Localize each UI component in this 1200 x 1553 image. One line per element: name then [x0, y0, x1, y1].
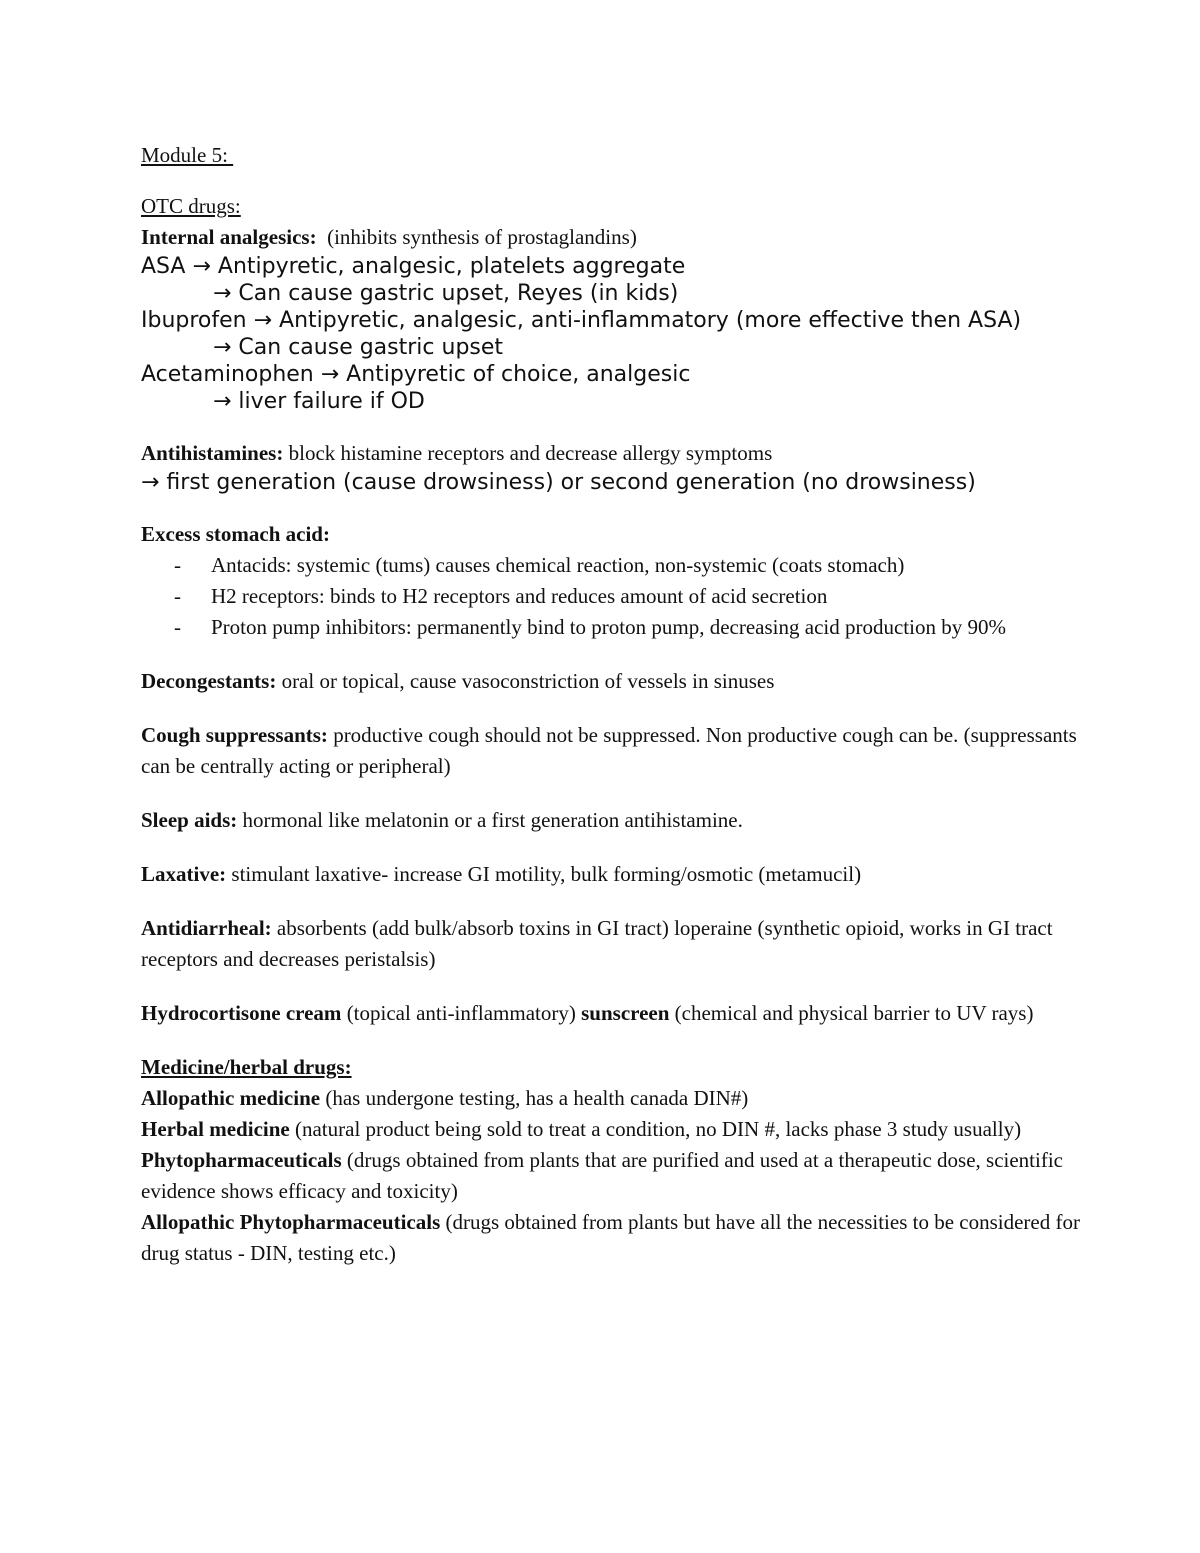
cough-suppressants-line	[141, 720, 1081, 782]
cough-suppressants-label: Cough suppressants:	[141, 723, 328, 747]
hydrocortisone-line	[141, 998, 1081, 1029]
antihistamines-text: block histamine receptors and decrease allergy symptoms	[283, 441, 773, 465]
list-item-text: Antacids: systemic (tums) causes chemical reaction, non-systemic (coats stomach)	[211, 553, 905, 577]
herbal-medicine-line	[141, 1114, 1081, 1145]
phytopharmaceuticals-text: (drugs obtained from plants that are purified and used at a therapeutic dose, scientific evidence shows efficacy and toxicity)	[141, 1148, 1069, 1203]
asa-side-effect-line: → Can cause gastric upset, Reyes (in kids)	[213, 281, 679, 306]
acetaminophen-line: Acetaminophen → Antipyretic of choice, analgesic	[141, 362, 691, 387]
ibuprofen-line: Ibuprofen → Antipyretic, analgesic, anti-inflammatory (more effective then ASA)	[141, 308, 1022, 333]
antidiarrheal-line	[141, 913, 1081, 975]
decongestants-line	[141, 666, 1081, 697]
phytopharmaceuticals-line	[141, 1145, 1081, 1207]
decongestants-label: Decongestants:	[141, 669, 277, 693]
sleep-aids-text: hormonal like melatonin or a first generation antihistamine.	[237, 808, 743, 832]
herbal-heading: Medicine/herbal drugs:	[141, 1055, 352, 1079]
sleep-aids-label: Sleep aids:	[141, 808, 238, 832]
antidiarrheal-text: absorbents (add bulk/absorb toxins in GI tract) loperaine (synthetic opioid, works in GI tract receptors and decreases peristalsis)	[141, 916, 1058, 971]
phytopharmaceuticals-label: Phytopharmaceuticals	[141, 1148, 342, 1172]
list-item	[141, 612, 1081, 643]
antidiarrheal-label: Antidiarrheal:	[141, 916, 272, 940]
list-item	[141, 550, 1081, 581]
ibuprofen-side-effect-line: → Can cause gastric upset	[213, 335, 504, 360]
module-title: Module 5:	[141, 143, 234, 167]
hydrocortisone-label: Hydrocortisone cream	[141, 1001, 342, 1025]
document-page	[141, 140, 1086, 1269]
dash-bullet: -	[174, 553, 181, 577]
laxative-text: stimulant laxative- increase GI motility, bulk forming/osmotic (metamucil)	[226, 862, 862, 886]
list-item	[141, 581, 1081, 612]
internal-analgesics-label: Internal analgesics:	[141, 225, 317, 249]
dash-bullet: -	[174, 615, 181, 639]
antihistamines-note: → first generation (cause drowsiness) or second generation (no drowsiness)	[141, 470, 976, 495]
allopathic-medicine-line	[141, 1083, 1081, 1114]
acetaminophen-side-effect-line: → liver failure if OD	[213, 389, 425, 414]
dash-bullet: -	[174, 584, 181, 608]
laxative-line	[141, 859, 1081, 890]
otc-heading: OTC drugs:	[141, 194, 241, 218]
allopathic-phytopharmaceuticals-label: Allopathic Phytopharmaceuticals	[141, 1210, 441, 1234]
sunscreen-text: (chemical and physical barrier to UV rays)	[669, 1001, 1034, 1025]
stomach-acid-list	[141, 550, 1081, 643]
allopathic-medicine-text: (has undergone testing, has a health canada DIN#)	[320, 1086, 749, 1110]
decongestants-text: oral or topical, cause vasoconstriction of vessels in sinuses	[276, 669, 775, 693]
hydrocortisone-text: (topical anti-inflammatory)	[341, 1001, 582, 1025]
laxative-label: Laxative:	[141, 862, 227, 886]
sleep-aids-line	[141, 805, 1081, 836]
allopathic-phytopharmaceuticals-line	[141, 1207, 1086, 1269]
asa-line: ASA → Antipyretic, analgesic, platelets aggregate	[141, 254, 686, 279]
cough-suppressants-text: productive cough should not be suppressed. Non productive cough can be. (suppressants can be centrally acting or peripheral)	[141, 723, 1083, 778]
antihistamines-label: Antihistamines:	[141, 441, 284, 465]
internal-analgesics-text: (inhibits synthesis of prostaglandins)	[316, 225, 637, 249]
antihistamines-line	[141, 438, 1081, 469]
herbal-medicine-text: (natural product being sold to treat a condition, no DIN #, lacks phase 3 study usually)	[289, 1117, 1022, 1141]
allopathic-phytopharmaceuticals-text: (drugs obtained from plants but have all the necessities to be considered for drug status - DIN, testing etc.)	[141, 1210, 1086, 1265]
sunscreen-label: sunscreen	[581, 1001, 670, 1025]
allopathic-medicine-label: Allopathic medicine	[141, 1086, 321, 1110]
list-item-text: Proton pump inhibitors: permanently bind to proton pump, decreasing acid production by 90%	[211, 615, 1006, 639]
stomach-acid-label: Excess stomach acid:	[141, 522, 330, 546]
list-item-text: H2 receptors: binds to H2 receptors and reduces amount of acid secretion	[211, 584, 828, 608]
internal-analgesics-line	[141, 222, 1081, 253]
herbal-medicine-label: Herbal medicine	[141, 1117, 290, 1141]
